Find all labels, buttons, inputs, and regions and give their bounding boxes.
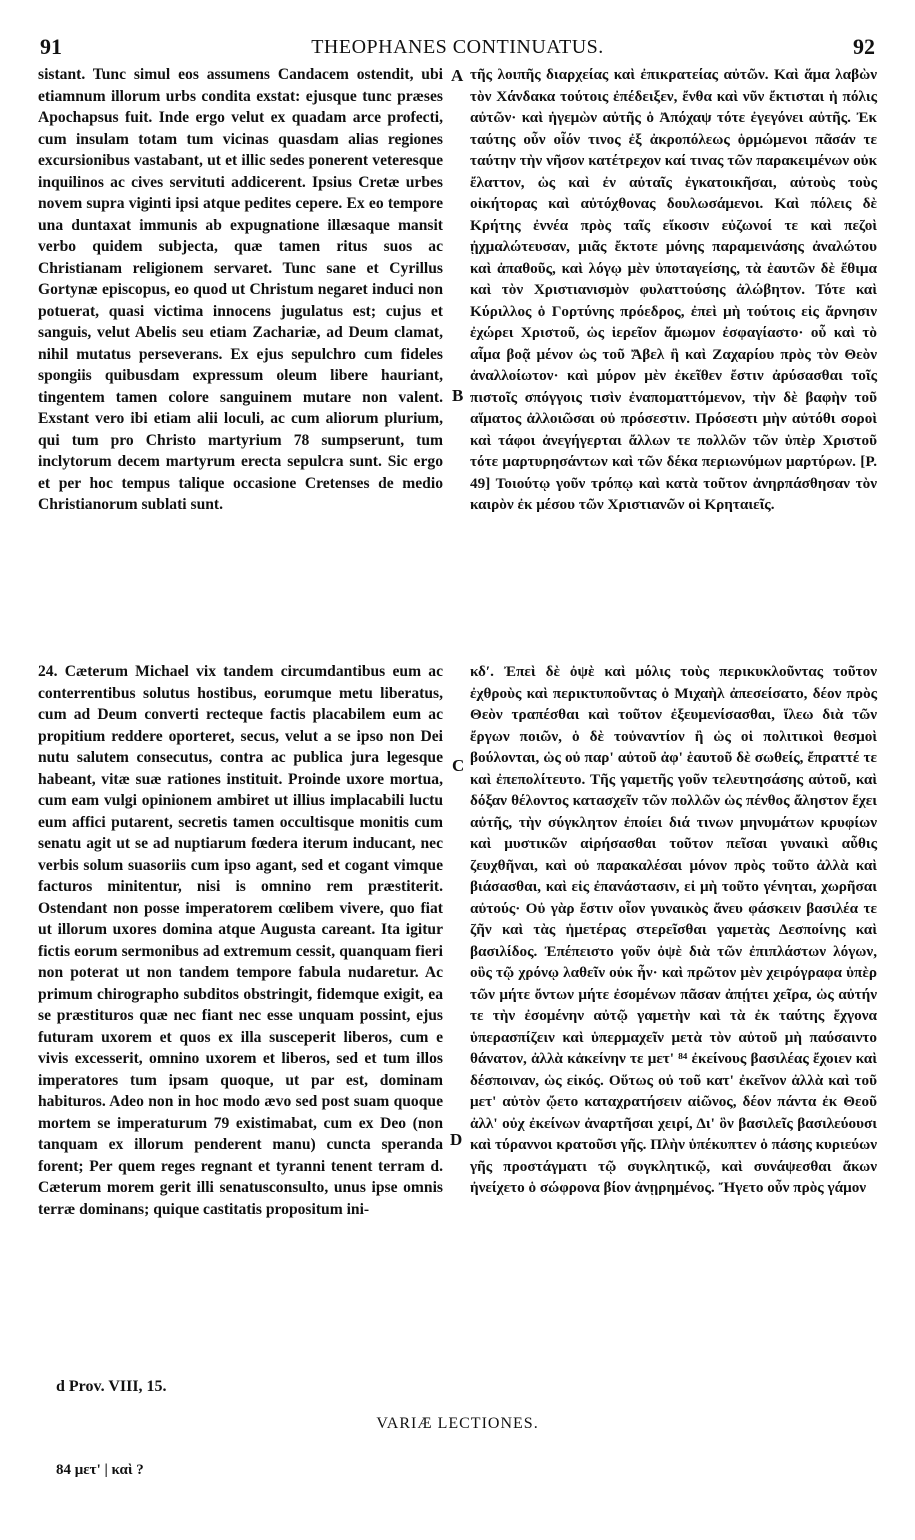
greek-column	[470, 64, 877, 1196]
latin-paragraph-2: 24. Cæterum Michael vix tandem circumdantibus eum ac conterrentibus solutus hostibus, eorumque metu liberatus, cum ad Deum converti recteque factis placabilem eum ac propitium reddere oporteret, secus, velut a se ipso non Dei nutu salutem consecutus, contra ac publica jura legesque habeant, vitæ suæ rationes instituit. Proinde uxore mortua, cum eam vulgi opinionem ambiret ut illius implacabili luctu eum affici putarent, secretis tamen occultisque monitis cum senatu agit ut se ad nuptiarum fœdera iterum inducant, nec verbis solum suasoriis cum ipso agant, sed et cogant vimque facturos minitentur, nisi is omnino rem præstiterit. Ostendant non posse imperatorem cœlibem vivere, quo fiat ut illorum uxores domina atque Augusta careant. Ita igitur fictis eorum sermonibus ad extremum cessit, quanquam fieri non poterat ut non tandem tempore fabula nudaretur. Ac primum chirographo subditos obstringit, fidemque exigit, ea se præstituros quæ nec fiant nec esse unquam possint, ejus futuram uxorem et quos ex illa susceperit liberos, cum e vivis excesserit, omnino uxorem et liberos, sed et tum illos imperatores tum ipsam quoque, ut par est, dominam habituros. Adeo non in hoc modo ævo sed post suam quoque mortem se imperaturum 79 existimabat, cum ex Deo (non tanquam ex illorum penderent manu) cuncta speranda forent; Per quem reges regnant et tyranni tenent terram d. Cæterum morem gerit illi senatusconsulto, unus ipse omnis terræ dominans; quique castitatis propositum ini-	[38, 663, 443, 1218]
footnote: d Prov. VIII, 15.	[56, 1378, 167, 1395]
margin-marker-b: B	[452, 386, 464, 405]
latin-column	[38, 64, 443, 1218]
running-title: THEOPHANES CONTINUATUS.	[311, 36, 604, 58]
latin-paragraph-1: sistant. Tunc simul eos assumens Candacem ostendit, ubi etiamnum illorum urbs condita exstat: ejusque tunc præses Apochapsus fuit. Inde ergo velut ex quadam arce profecti, cum insulam totam tum vicinas quasdam alias regiones excursionibus vastabant, ut et illic sedes ponerent veteresque inquilinos ac cives servituti addicerent. Ipsius Cretæ urbes novem supra viginti ipsi atque pedites cepere. Ex eo tempore una duntaxat immunis ab expugnatione illæsaque mansit verbo quidem subjecta, quæ tamen ritus suos ac Christianam religionem servaret. Tunc sane et Cyrillus Gortynæ episcopus, eo quod ut Christum negaret induci non potuerat, quasi victima innocens jugulatus est; cujus et sanguis, velut Abelis seu etiam Zachariæ, ad Deum clamat, nihil mutatus perseverans. Ex ejus sepulchro cum fideles spongiis quibusdam expressum oleum libere hauriant, tingentem tamen colore sanguinem mutare non valent. Exstant vero ibi etiam alii loculi, ac cum aliorum plurium, qui tum pro Christo martyrium 78 sumpserunt, tum inclytorum decem martyrum erecta sepulcra sunt. Sic ergo et per hoc tempus talique occasione Cretenses de medio Christianorum sublati sunt.	[38, 66, 443, 513]
variae-lectiones-heading: VARIÆ LECTIONES.	[376, 1415, 539, 1432]
margin-marker-d: D	[450, 1130, 463, 1149]
page-header	[0, 34, 915, 62]
variant-reading-note: 84 μετ' | καὶ ?	[56, 1462, 144, 1478]
greek-paragraph-2: κδʹ. Ἐπεὶ δὲ ὀψὲ καὶ μόλις τοὺς περικυκλοῦντας τοῦτον ἐχθροὺς καὶ περικτυποῦντας ὁ Μιχαὴλ ἀπεσείσατο, δέον πρὸς Θεὸν τραπέσθαι καὶ τοῦτον ἐξευμενίσασθαι, ἵλεω διὰ τῶν ἔργων ποιῶν, ὁ δὲ τοὐναντίον ἢ ὡς οἱ πολιτικοὶ θεσμοὶ βούλονται, ὡς οὐ παρ' αὐτοῦ ἀφ' ἑαυτοῦ δὲ σωθείς, ἔπραττέ τε καὶ ἐπεπολίτευτο. Τῆς γαμετῆς γοῦν τελευτησάσης αὐτοῦ, καὶ δόξαν θέλοντος κατασχεῖν τῶν πολλῶν ὡς πένθος ἄληστον ἔχει αὐτῆς, τὴν σύγκλητον ἐποίει διά τινων μηνυμάτων κρυφίων καὶ μυστικῶν αἱρήσασθαι τοῦτον πεῖσαι γυναικὶ αὖθις ζευχθῆναι, καὶ οὐ παρακαλέσαι μόνον πρὸς τοῦτο ἀλλὰ καὶ βιάσασθαι, καὶ εἰς ἐπανάστασιν, εἰ μὴ τοῦτο γένηται, χωρῆσαι αὐτούς· Οὐ γὰρ ἔστιν οἷον γυναικὸς ἄνευ φάσκειν βασιλέα τε ζῆν καὶ τὰς ἡμετέρας στερεῖσθαι γαμετὰς Δεσποίνης καὶ βασιλίδος. Ἐπέπειστο γοῦν ὀψὲ διὰ τῶν ἐπιπλάστων λόγων, οὓς τῷ χρόνῳ λαθεῖν οὐκ ἦν· καὶ πρῶτον μὲν χειρόγραφα ὑπὲρ τῶν μήτε ὄντων μήτε ἐσομένων πᾶσαν ἀπῄτει χεῖρα, ὡς αὐτήν τε τὴν ἐσομένην αὐτῷ γαμετὴν καὶ τὰ ἐκ ταύτης ἔχγονα ὑπερασπίζειν καὶ ὑπερμαχεῖν μετὰ τὸν αὐτοῦ μὴ παύσαιντο θάνατον, ἀλλὰ κἀκείνην τε μετ' ⁸⁴ ἐκείνους βασιλέας ἔχοιεν καὶ δέσποιναν, ὡς εἰκός. Οὕτως οὐ τοῦ κατ' ἐκεῖνον ἀλλὰ καὶ τοῦ μετ' αὐτὸν ᾤετο καταχρατήσειν αἰῶνος, δέον πάντα ἐκ Θεοῦ ἀλλ' οὐχ ἐκείνων ἀναρτῆσαι χειρί, Δι' ὃν βασιλεῖς βασιλεύουσι καὶ τύραννοι κρατοῦσι γῆς. Πλὴν ὑπέκυπτεν ὁ πάσης κυριεύων γῆς προστάγματι τῷ συγκλητικῷ, καὶ συνάψεσθαι ἄκων ἠνείχετο ὁ σώφρονα βίον ἀνῃρημένος. Ἤγετο οὖν πρὸς γάμον	[470, 663, 877, 1196]
greek-paragraph-1: τῆς λοιπῆς διαρχείας καὶ ἐπικρατείας αὐτῶν. Καὶ ἅμα λαβὼν τὸν Χάνδακα τούτοις ἐπέδειξεν, ἔνθα καὶ νῦν ἔκτισται ἡ πόλις αὐτῶν· καὶ ἡγεμὼν αὐτῆς ὁ Ἀπόχαψ τότε ἐγεγόνει αὐτῆς. Ἐκ ταύτης οὖν οἷόν τινος ἐξ ἀκροπόλεως ὁρμώμενοι πᾶσάν τε ταύτην τὴν νῆσον κατέτρεχον καί τινας τῶν παρακειμένων οὐκ ἔλαττον, ὡς καὶ ἐν αὐταῖς ἐγκατοικῆσαι, αὐτοὺς τοὺς οἰκήτορας καὶ αὐτόχθονας δουλωσάμενοι. Καὶ πόλεις δὲ Κρήτης ἐννέα πρὸς ταῖς εἴκοσιν εὐζωνοί τε καὶ πεζοὶ ᾐχμαλώτευσαν, μιᾶς ἔκτοτε μόνης παραμεινάσης ἀναλώτου καὶ ἀπαθοῦς, καὶ λόγῳ μὲν ὑποταγείσης, τὰ ἑαυτῶν δὲ ἔθιμα καὶ τὸν Χριστιανισμὸν φυλαττούσης ἀλώβητον. Τότε καὶ Κύριλλος ὁ Γορτύνης πρόεδρος, ἐπεὶ μὴ τούτοις εἰς ἄρνησιν ἐχώρει Χριστοῦ, ὡς ἱερεῖον ἄμωμον ἐσφαγίαστο· οὗ καὶ τὸ αἷμα βοᾷ μένον ὡς τοῦ Ἄβελ ἢ καὶ Ζαχαρίου πρὸς τὸν Θεὸν ἀναλλοίωτον· καὶ μύρον μὲν ἐκεῖθεν ἔστιν ἀρύσασθαι τοῖς πιστοῖς σπόγγοις τισὶν ἐναποματτόμενον, τὴν δὲ βαφὴν τοῦ αἵματος ἀλλοιῶσαι οὐ πρόσεστιν. Πρόσεστι μὴν αὐτόθι σοροὶ καὶ τάφοι ἀνεγήγερται ἄλλων τε πολλῶν τῶν ὑπὲρ Χριστοῦ τότε μαρτυρησάντων καὶ τῶν δέκα περιωνύμων μαρτύρων. [P. 49] Τοιούτῳ γοῦν τρόπῳ καὶ κατὰ τοῦτον ἀνηρπάσθησαν τὸν καιρὸν ἐκ μέσου τῶν Χριστιανῶν οἱ Κρηταιεῖς.	[470, 66, 877, 513]
margin-marker-a: A	[451, 66, 464, 85]
page-number-right: 92	[853, 34, 875, 59]
page-number-left: 91	[40, 34, 62, 59]
margin-marker-c: C	[452, 756, 465, 775]
